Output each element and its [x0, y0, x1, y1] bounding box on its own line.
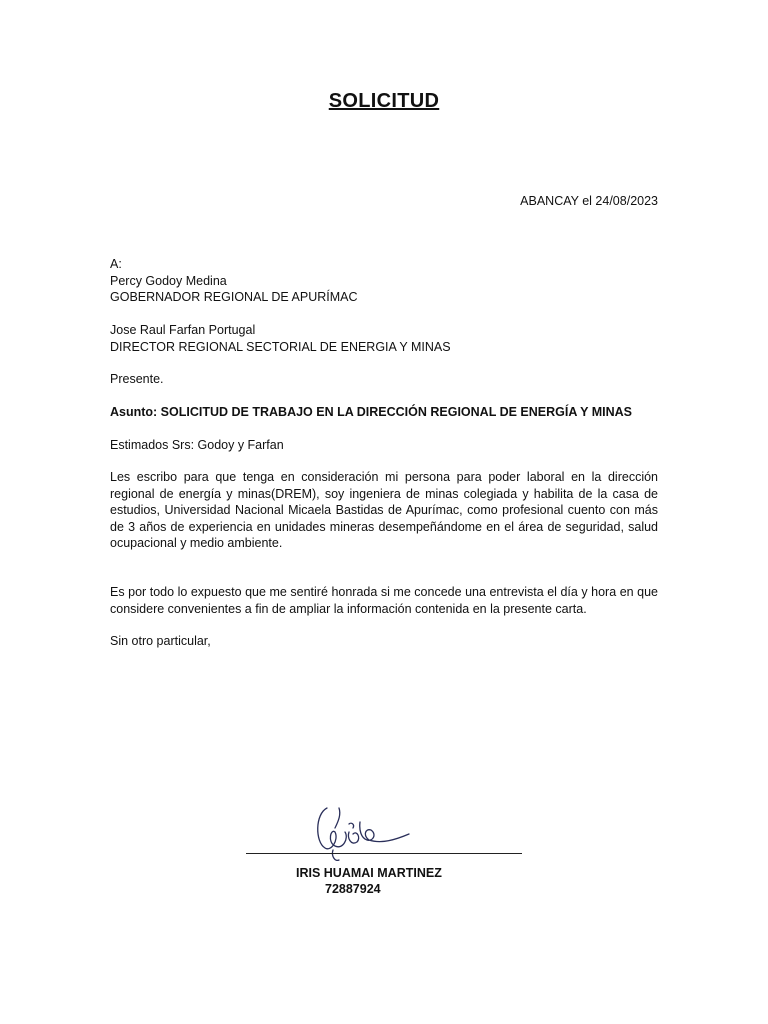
recipient1-name: Percy Godoy Medina — [110, 273, 227, 288]
recipients-block — [110, 256, 658, 306]
handwritten-signature — [305, 802, 420, 864]
body-paragraph-2: Es por todo lo expuesto que me sentiré honrada si me concede una entrevista el día y hora en que considere convenientes a fin de ampliar la información contenida en la presente carta. — [110, 585, 658, 616]
signer-id: 72887924 — [325, 882, 381, 896]
recipient2-block — [110, 322, 658, 355]
greeting-line: Estimados Srs: Godoy y Farfan — [110, 438, 284, 452]
recipient1-title: GOBERNADOR REGIONAL DE APURÍMAC — [110, 290, 358, 304]
subject-line: Asunto: SOLICITUD DE TRABAJO EN LA DIRECCIÓN REGIONAL DE ENERGÍA Y MINAS — [110, 405, 633, 419]
signature-line — [246, 853, 522, 854]
recipient2-title: DIRECTOR REGIONAL SECTORIAL DE ENERGIA Y MINAS — [110, 339, 451, 354]
document-title: SOLICITUD — [328, 90, 440, 112]
body-paragraph-1: Les escribo para que tenga en consideración mi persona para poder laboral en la dirección regional de energía y minas(DREM), soy ingeniera de minas colegiada y habilita de la casa de estudios, Universidad Nacional Micaela Bastidas de Apurímac, como profesional cuento con más de 3 años de experiencia en unidades mineras desempeñándome en el área de seguridad, salud ocupacional y medio ambiente. — [110, 470, 658, 550]
presente-line: Presente. — [110, 372, 164, 386]
signer-name: IRIS HUAMAI MARTINEZ — [296, 866, 442, 880]
recipient2-name: Jose Raul Farfan Portugal — [110, 323, 256, 337]
recipients-intro: A: — [110, 257, 122, 271]
date-line: ABANCAY el 24/08/2023 — [520, 194, 658, 208]
closing-line: Sin otro particular, — [110, 634, 211, 648]
